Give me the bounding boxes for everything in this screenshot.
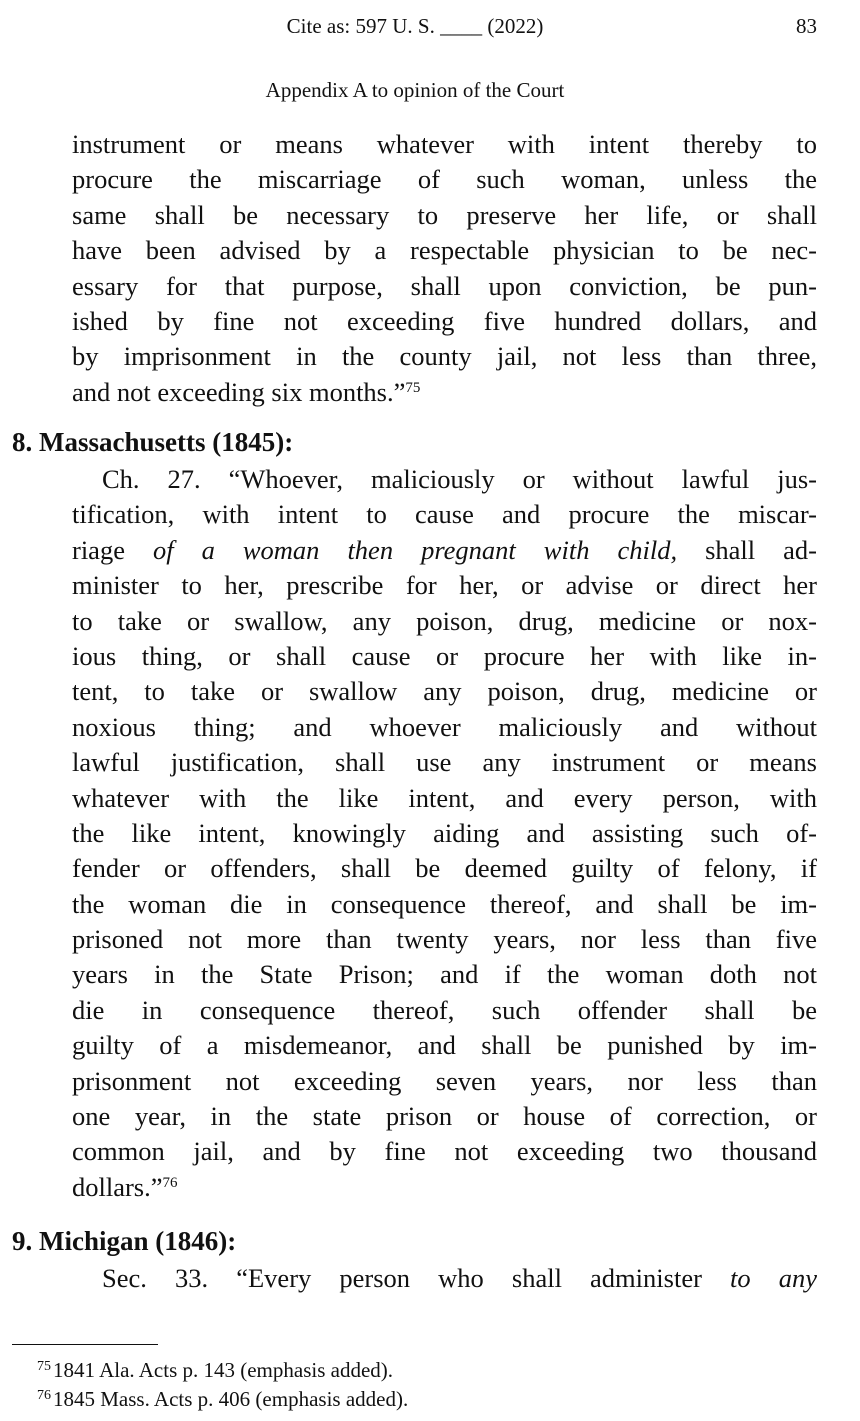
footnote-76 — [37, 1385, 408, 1414]
section-heading-massachusetts: 8. Massachusetts (1845): — [12, 427, 294, 457]
text-line: fender or offenders, shall be deemed guilty of felony, if — [72, 853, 817, 884]
text-line — [72, 533, 817, 568]
emphasized-text: of a woman then pregnant with child, — [152, 534, 678, 565]
text-line: have been advised by a respectable physician to be nec- — [72, 235, 817, 266]
text-line: prisoned not more than twenty years, nor less than five — [72, 924, 817, 955]
continuation-paragraph — [72, 127, 817, 410]
text-line: tification, with intent to cause and procure the miscar- — [72, 499, 817, 530]
page-number: 83 — [796, 14, 817, 38]
text-segment: Sec. 33. “Every person who shall administer — [102, 1263, 731, 1293]
footnotes — [37, 1356, 408, 1414]
text-line — [72, 1170, 817, 1205]
text-line: by imprisonment in the county jail, not less than three, — [72, 341, 817, 372]
text-line: ious thing, or shall cause or procure her with like in- — [72, 640, 817, 671]
text-line — [72, 1261, 817, 1296]
text-line: common jail, and by fine not exceeding two thousand — [72, 1136, 817, 1167]
footnote-divider — [12, 1344, 158, 1345]
text-line: prisonment not exceeding seven years, nor less than — [72, 1065, 817, 1096]
text-line: guilty of a misdemeanor, and shall be punished by im- — [72, 1030, 817, 1061]
footnote-text: 1845 Mass. Acts p. 406 (emphasis added). — [53, 1387, 409, 1411]
footnote-75 — [37, 1356, 408, 1385]
text-line: whatever with the like intent, and every person, with — [72, 782, 817, 813]
text-line: the woman die in consequence thereof, and shall be im- — [72, 888, 817, 919]
massachusetts-paragraph — [72, 462, 817, 1205]
text-line: lawful justification, shall use any instrument or means — [72, 747, 817, 778]
michigan-paragraph — [72, 1261, 817, 1296]
text-segment: shall ad- — [677, 534, 817, 565]
citation-line: Cite as: 597 U. S. ____ (2022) — [286, 14, 544, 38]
text-line: noxious thing; and whoever maliciously and without — [72, 711, 817, 742]
footnote-number: 76 — [37, 1388, 51, 1403]
text-line: tent, to take or swallow any poison, drug, medicine or — [72, 676, 817, 707]
text-line: to take or swallow, any poison, drug, medicine or nox- — [72, 605, 817, 636]
text-line: ished by fine not exceeding five hundred dollars, and — [72, 305, 817, 336]
text-line: same shall be necessary to preserve her life, or shall — [72, 199, 817, 230]
footnote-ref-76[interactable]: 76 — [162, 1174, 178, 1191]
text-line-content: dollars.” — [72, 1171, 163, 1202]
section-heading-michigan: 9. Michigan (1846): — [12, 1226, 237, 1256]
footnote-text: 1841 Ala. Acts p. 143 (emphasis added). — [53, 1358, 394, 1382]
text-line — [72, 375, 817, 410]
text-line: instrument or means whatever with intent thereby to — [72, 129, 817, 159]
footnote-ref-75[interactable]: 75 — [405, 379, 421, 396]
appendix-label: Appendix A to opinion of the Court — [265, 78, 565, 102]
text-line: essary for that purpose, shall upon conviction, be pun- — [72, 270, 817, 301]
emphasized-text: to any — [730, 1263, 817, 1293]
text-line: Ch. 27. “Whoever, maliciously or without lawful jus- — [102, 464, 817, 494]
text-segment: riage — [72, 534, 153, 565]
page-header — [0, 12, 860, 42]
text-line-content: and not exceeding six months.” — [72, 376, 406, 407]
text-line: years in the State Prison; and if the woman doth not — [72, 959, 817, 990]
text-line: procure the miscarriage of such woman, unless the — [72, 164, 817, 195]
footnote-number: 75 — [37, 1359, 51, 1374]
text-line: the like intent, knowingly aiding and assisting such of- — [72, 817, 817, 848]
text-line: die in consequence thereof, such offender shall be — [72, 994, 817, 1025]
text-line: one year, in the state prison or house of correction, or — [72, 1101, 817, 1132]
text-line: minister to her, prescribe for her, or advise or direct her — [72, 570, 817, 601]
